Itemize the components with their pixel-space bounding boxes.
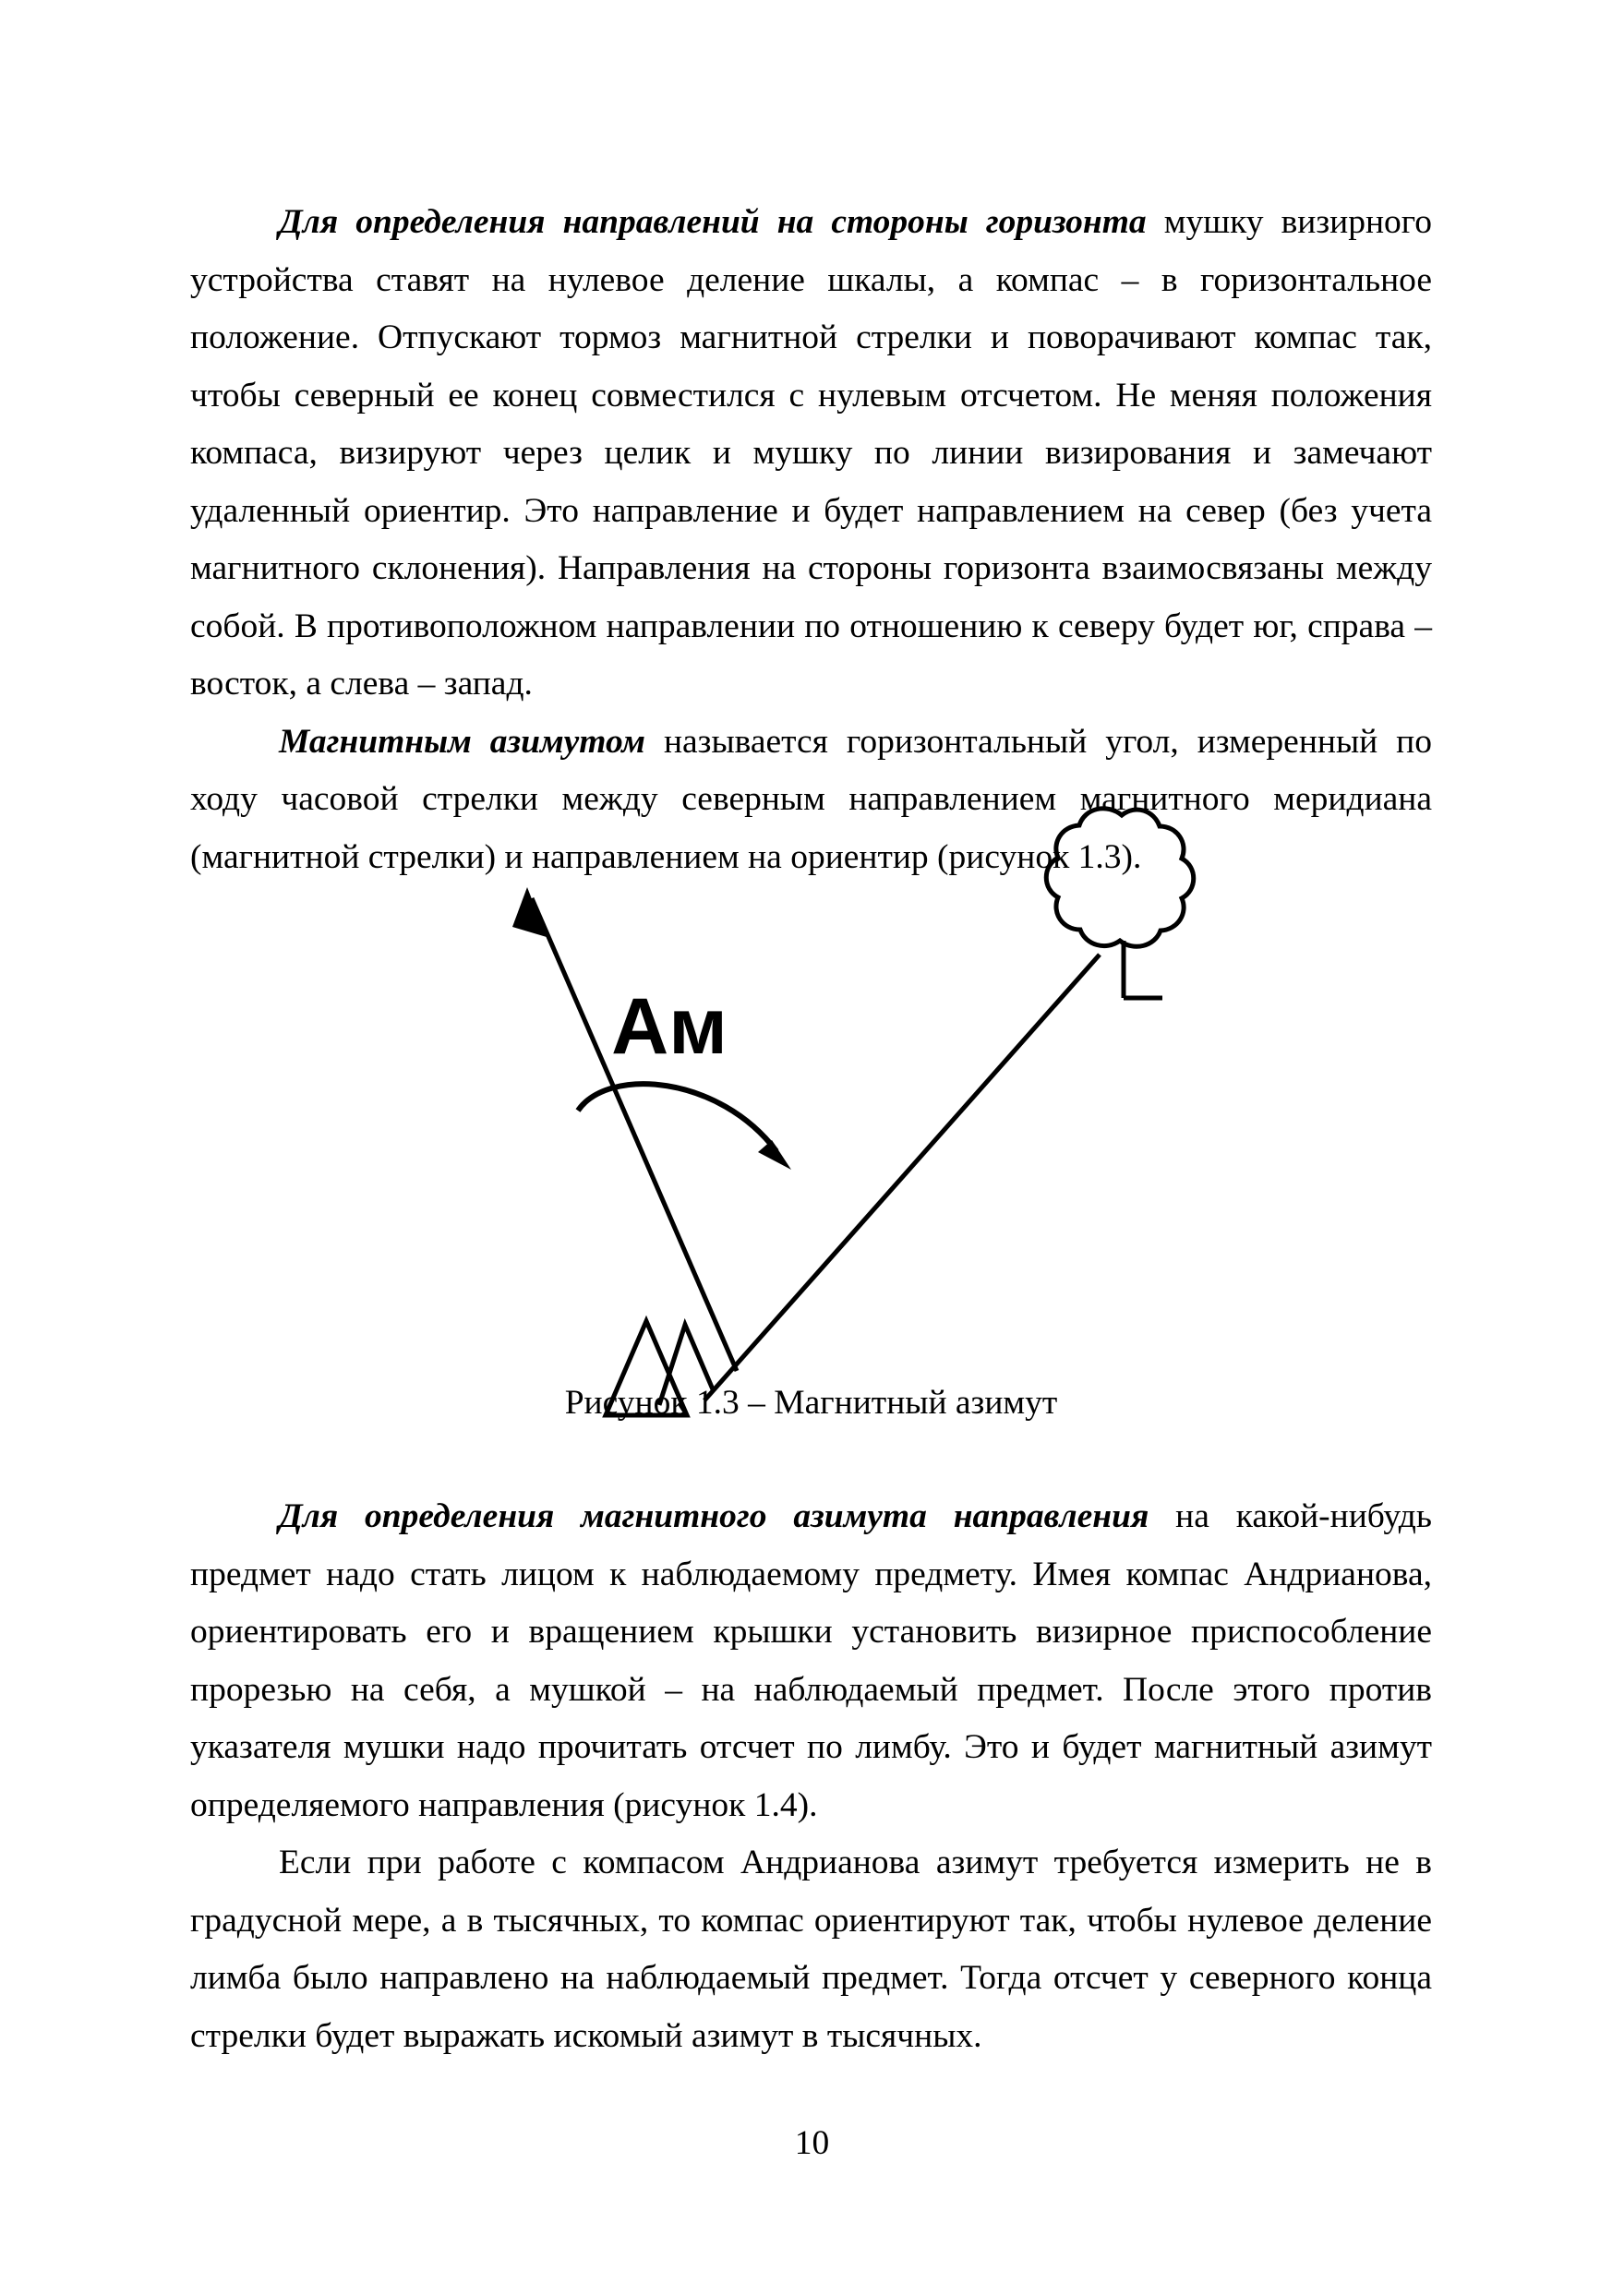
azimuth-angle-label: Ам — [610, 982, 728, 1071]
paragraph-1-lead-phrase: Для определения направлений на стороны горизонта — [279, 203, 1147, 241]
paragraph-3-body: на какой-нибудь предмет надо стать лицом к наблюдаемому предмету. Имея компас Андрианова, ориентировать его и вращением крышки установить визирное приспособление прорезью на себя, а мушкой – на наблюдаемый предмет. После этого против указателя мушки надо прочитать отсчет по лимбу. Это и будет магнитный азимут определяемого направления (рисунок 1.4). — [190, 1497, 1432, 1824]
paragraph-mils-measurement — [190, 1834, 1432, 2065]
paragraph-1-body: мушку визирного устройства ставят на нулевое деление шкалы, а компас – в горизонтальное положение. Отпускают тормоз магнитной стрелки и поворачивают компас так, чтобы северный ее конец совместился с нулевым отсчетом. Не меняя положения компаса, визируют через целик и мушку по линии визирования и замечают удаленный ориентир. Это направление и будет направлением на север (без учета магнитного склонения). Направления на стороны горизонта взаимосвязаны между собой. В противоположном направлении по отношению к северу будет юг, справа – восток, а слева – запад. — [190, 203, 1432, 703]
line-of-sight-to-landmark — [704, 955, 1100, 1400]
paragraph-3-lead-phrase: Для определения магнитного азимута направления — [279, 1497, 1149, 1535]
paragraph-2-body: называется горизонтальный угол, измеренный по ходу часовой стрелки между северным направлением магнитного меридиана (магнитной стрелки) и направлением на ориентир (рисунок 1.3). — [190, 722, 1432, 876]
tree-landmark — [1046, 809, 1194, 998]
figure-azimuth-diagram — [350, 799, 1273, 1426]
north-direction-arrow — [512, 887, 737, 1371]
lower-text-block — [190, 1488, 1432, 2065]
page-number: 10 — [794, 2124, 830, 2162]
azimuth-angle-arc — [578, 1084, 791, 1170]
figure-magnetic-azimuth — [190, 799, 1432, 1445]
figure-caption: Рисунок 1.3 – Магнитный азимут — [564, 1384, 1058, 1422]
paragraph-definition-of-directions — [190, 194, 1432, 714]
paragraph-4-body: Если при работе с компасом Андрианова азимут требуется измерить не в градусной мере, а в тысячных, то компас ориентируют так, чтобы нулевое деление лимба было направлено на наблюдаемый предмет. Тогда отсчет у северного конца стрелки будет выражать искомый азимут в тысячных. — [190, 1844, 1432, 2055]
upper-text-block — [190, 194, 1432, 886]
paragraph-2-lead-phrase: Магнитным азимутом — [279, 722, 645, 761]
paragraph-determining-magnetic-azimuth — [190, 1488, 1432, 1834]
